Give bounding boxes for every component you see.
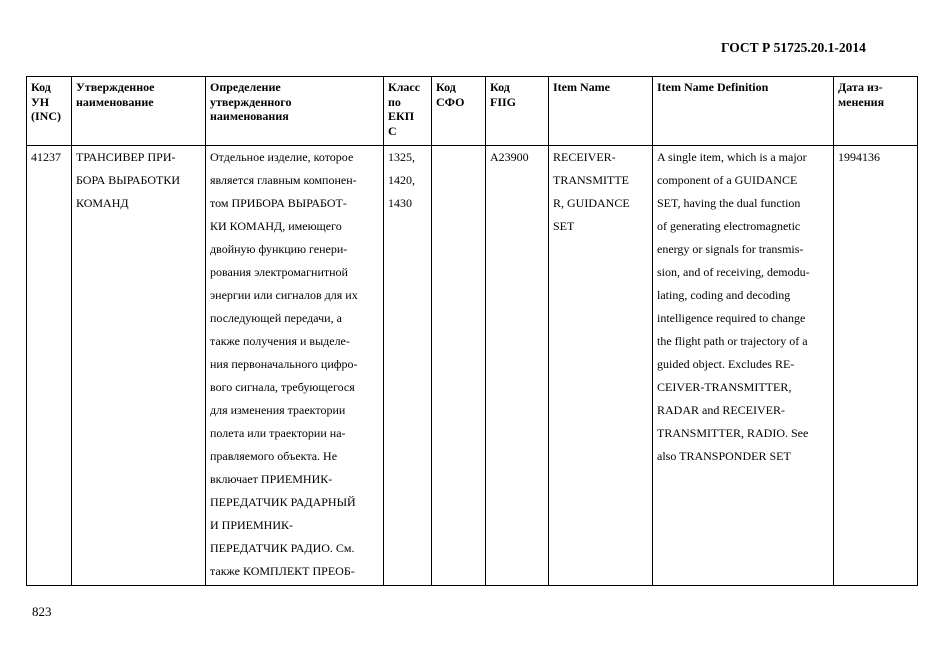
cell-item-name xyxy=(549,146,653,586)
cell-text-line: утвержденного xyxy=(210,94,292,109)
header-approved-name xyxy=(72,77,206,146)
cell-text-line: 1430 xyxy=(388,196,412,210)
header-inc-code xyxy=(27,77,72,146)
cell-text-line: ПЕРЕДАТЧИК РАДАРНЫЙ xyxy=(210,495,356,509)
cell-text-line: двойную функцию генери- xyxy=(210,242,348,256)
cell-item-name-definition xyxy=(653,146,834,586)
cell-text-line: Код xyxy=(490,80,510,94)
cell-text-line: УН xyxy=(31,94,50,109)
cell-text-line: СФО xyxy=(436,94,465,109)
cell-text-line: R, GUIDANCE xyxy=(553,196,630,210)
header-sfo-code xyxy=(432,77,486,146)
cell-text-line: RECEIVER- xyxy=(553,150,616,164)
cell-text-line: Код xyxy=(436,80,456,94)
cell-text-line: последующей передачи, а xyxy=(210,311,342,325)
cell-text-line: также КОМПЛЕКТ ПРЕОБ- xyxy=(210,564,355,578)
cell-change-date xyxy=(834,146,918,586)
cell-inc-code xyxy=(27,146,72,586)
cell-text-line: наименования xyxy=(210,109,289,123)
cell-text-line: 1420, xyxy=(388,173,415,187)
document-standard-code: ГОСТ Р 51725.20.1-2014 xyxy=(721,40,866,55)
header-row xyxy=(27,77,918,146)
cell-text-line: рования электромагнитной xyxy=(210,265,348,279)
cell-text-line: 1325, xyxy=(388,150,415,164)
cell-text-line: of generating electromagnetic xyxy=(657,219,801,233)
cell-text-line: Дата из- xyxy=(838,80,883,94)
cell-text-line: вого сигнала, требующегося xyxy=(210,380,355,394)
cell-text-line: наименование xyxy=(76,94,154,109)
cell-text-line: FIIG xyxy=(490,94,517,109)
cell-text-line: TRANSMITTER, RADIO. See xyxy=(657,426,809,440)
cell-text-line: SET, having the dual function xyxy=(657,196,801,210)
cell-text-line: И ПРИЕМНИК- xyxy=(210,518,294,532)
cell-text-line: правляемого объекта. Не xyxy=(210,449,338,463)
cell-text-line: intelligence required to change xyxy=(657,311,806,325)
catalog-table xyxy=(26,76,918,586)
cell-text-line: Класс xyxy=(388,80,421,94)
cell-text-line: том ПРИБОРА ВЫРАБОТ- xyxy=(210,196,347,210)
header-item-name-definition xyxy=(653,77,834,146)
cell-ekps-class xyxy=(384,146,432,586)
cell-text-line: ЕКП xyxy=(388,109,415,123)
cell-text-line: КОМАНД xyxy=(76,196,129,210)
cell-text-line: БОРА ВЫРАБОТКИ xyxy=(76,173,181,187)
header-fiig-code xyxy=(486,77,549,146)
cell-text-line: CEIVER-TRANSMITTER, xyxy=(657,380,792,394)
page-number: 823 xyxy=(32,604,52,619)
cell-text-line: ПЕРЕДАТЧИК РАДИО. См. xyxy=(210,541,355,555)
cell-text-line: also TRANSPONDER SET xyxy=(657,449,791,463)
cell-text-line: менения xyxy=(838,94,885,109)
cell-text-line: SET xyxy=(553,219,575,233)
cell-text-line: the flight path or trajectory of a xyxy=(657,334,808,348)
cell-text-line: для изменения траектории xyxy=(210,403,346,417)
cell-text-line: 1994136 xyxy=(838,150,880,164)
cell-text-line: (INC) xyxy=(31,109,61,123)
header-ekps-class xyxy=(384,77,432,146)
cell-sfo-code xyxy=(432,146,486,586)
cell-text-line: 41237 xyxy=(31,150,61,164)
cell-text-line: A23900 xyxy=(490,150,529,164)
table-row xyxy=(27,146,918,586)
cell-text-line: Item Name Definition xyxy=(657,80,769,94)
cell-text-line: полета или траектории на- xyxy=(210,426,346,440)
cell-text-line: включает ПРИЕМНИК- xyxy=(210,472,333,486)
cell-text-line: Отдельное изделие, которое xyxy=(210,150,354,164)
cell-text-line: по xyxy=(388,94,401,109)
cell-text-line: component of a GUIDANCE xyxy=(657,173,798,187)
cell-text-line: является главным компонен- xyxy=(210,173,357,187)
cell-text-line: energy or signals for transmis- xyxy=(657,242,804,256)
cell-approved-name xyxy=(72,146,206,586)
header-item-name xyxy=(549,77,653,146)
cell-text-line: RADAR and RECEIVER- xyxy=(657,403,785,417)
cell-text-line: lating, coding and decoding xyxy=(657,288,791,302)
cell-fiig-code xyxy=(486,146,549,586)
cell-text-line: С xyxy=(388,123,397,138)
cell-text-line: энергии или сигналов для их xyxy=(210,288,358,302)
cell-text-line: Утвержденное xyxy=(76,80,155,94)
cell-text-line: guided object. Excludes RE- xyxy=(657,357,795,371)
cell-text-line: Код xyxy=(31,80,51,94)
cell-text-line: Определение xyxy=(210,80,281,94)
cell-text-line: Item Name xyxy=(553,80,610,94)
cell-text-line: КИ КОМАНД, имеющего xyxy=(210,219,342,233)
cell-text-line: sion, and of receiving, demodu- xyxy=(657,265,810,279)
cell-text-line: TRANSMITTE xyxy=(553,173,629,187)
cell-definition xyxy=(206,146,384,586)
cell-text-line: ния первоначального цифро- xyxy=(210,357,358,371)
cell-text-line: A single item, which is a major xyxy=(657,150,807,164)
cell-text-line: также получения и выделе- xyxy=(210,334,350,348)
header-definition xyxy=(206,77,384,146)
cell-text-line: ТРАНСИВЕР ПРИ- xyxy=(76,150,176,164)
header-change-date xyxy=(834,77,918,146)
